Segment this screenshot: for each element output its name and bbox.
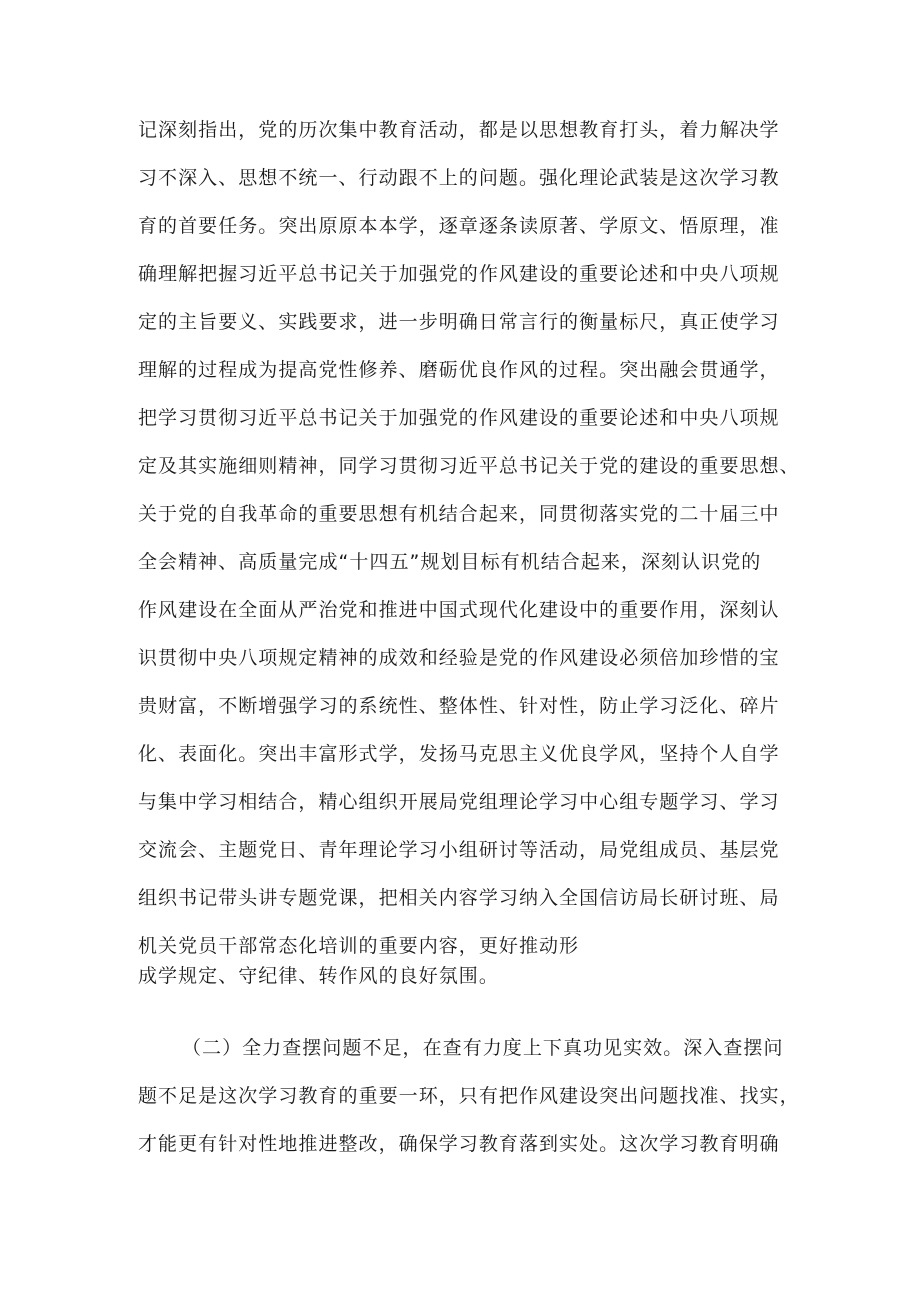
body-text-line: 习不深入、思想不统一、行动跟不上的问题。强化理论武装是这次学习教 — [138, 167, 780, 189]
body-text-line: 育的首要任务。突出原原本本学，逐章逐条读原著、学原文、悟原理，准 — [138, 215, 780, 237]
body-text-line: 贵财富，不断增强学习的系统性、整体性、针对性，防止学习泛化、碎片 — [138, 695, 780, 717]
body-text-line: 与集中学习相结合，精心组织开展局党组理论学习中心组专题学习、学习 — [138, 791, 780, 813]
section-heading-line: （二）全力查摆问题不足，在查有力度上下真功见实效。深入查摆问 — [182, 1037, 784, 1059]
body-text-line: 理解的过程成为提高党性修养、磨砺优良作风的过程。突出融会贯通学， — [138, 359, 780, 381]
body-text-line: 才能更有针对性地推进整改，确保学习教育落到实处。这次学习教育明确 — [138, 1133, 780, 1155]
body-text-line: 识贯彻中央八项规定精神的成效和经验是党的作风建设必须倍加珍惜的宝 — [138, 647, 780, 669]
body-text-line: 记深刻指出，党的历次集中教育活动，都是以思想教育打头，着力解决学 — [138, 119, 780, 141]
body-text-line: 机关党员干部常态化培训的重要内容，更好推动形 — [138, 935, 580, 957]
body-text-line: 成学规定、守纪律、转作风的良好氛围。 — [138, 965, 499, 987]
body-text-line: 关于党的自我革命的重要思想有机结合起来，同贯彻落实党的二十届三中 — [138, 503, 780, 525]
body-text-line: 定的主旨要义、实践要求，进一步明确日常言行的衡量标尺，真正使学习 — [138, 311, 780, 333]
body-text-line: 把学习贯彻习近平总书记关于加强党的作风建设的重要论述和中央八项规 — [138, 407, 780, 429]
body-text-line: 化、表面化。突出丰富形式学，发扬马克思主义优良学风，坚持个人自学 — [138, 743, 780, 765]
body-text-line: 组织书记带头讲专题党课，把相关内容学习纳入全国信访局长研讨班、局 — [138, 887, 780, 909]
body-text-line: 全会精神、高质量完成“十四五”规划目标有机结合起来，深刻认识党的 — [138, 551, 762, 573]
body-text-line: 题不足是这次学习教育的重要一环，只有把作风建设突出问题找准、找实， — [138, 1085, 800, 1107]
body-text-line: 作风建设在全面从严治党和推进中国式现代化建设中的重要作用，深刻认 — [138, 599, 780, 621]
body-text-line: 定及其实施细则精神，同学习贯彻习近平总书记关于党的建设的重要思想、 — [138, 455, 800, 477]
body-text-line: 确理解把握习近平总书记关于加强党的作风建设的重要论述和中央八项规 — [138, 263, 780, 285]
body-text-line: 交流会、主题党日、青年理论学习小组研讨等活动，局党组成员、基层党 — [138, 839, 780, 861]
